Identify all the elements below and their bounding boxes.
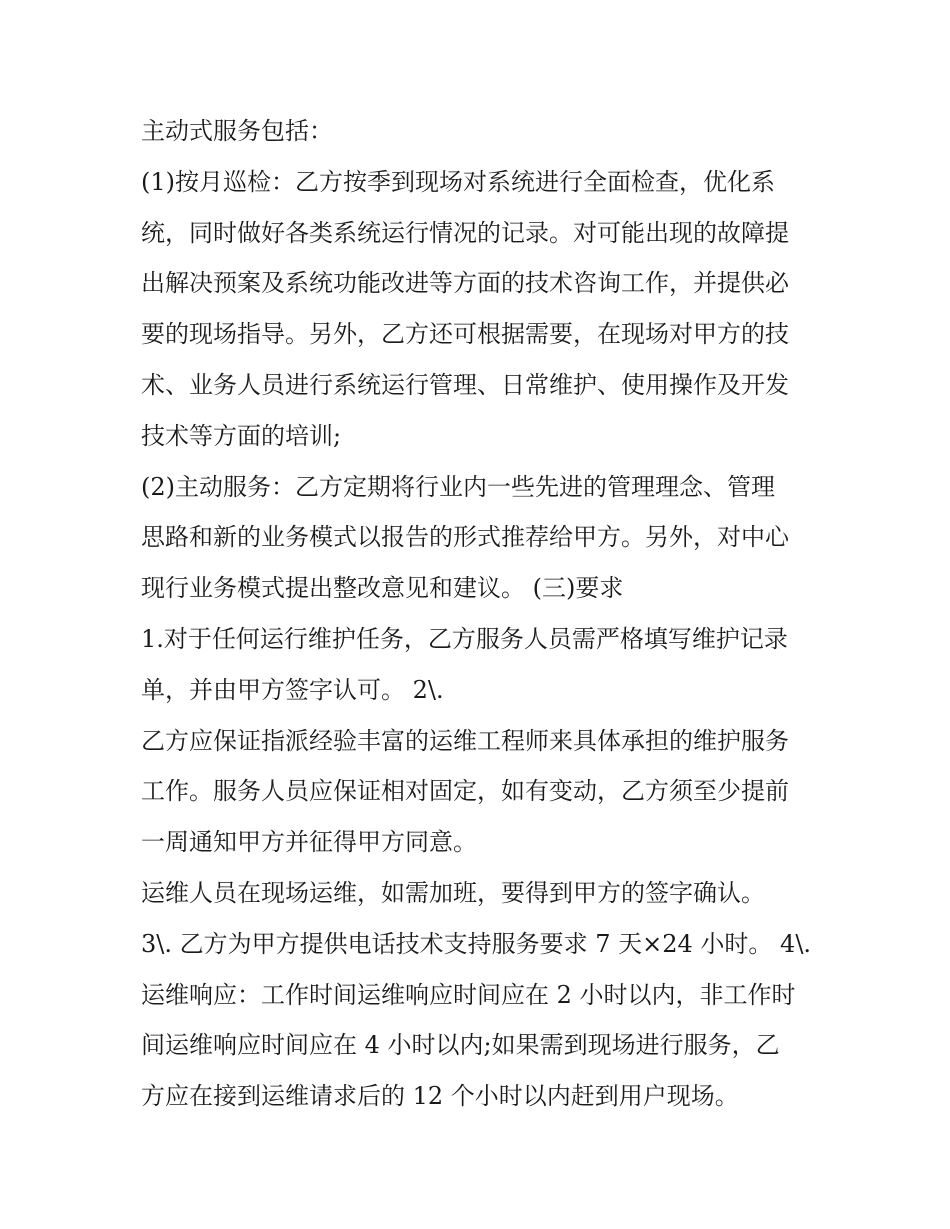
text-line-08: (2)主动服务：乙方定期将行业内一些先进的管理理念、管理 [141, 472, 775, 501]
document-body [141, 106, 821, 1122]
text-line-01: 主动式服务包括： [141, 117, 333, 145]
text-line-02: (1)按月巡检：乙方按季到现场对系统进行全面检查，优化系 [141, 167, 775, 196]
text-line-09: 思路和新的业务模式以报告的形式推荐给甲方。另外，对中心 [141, 523, 789, 552]
text-line-05: 要的现场指导。另外，乙方还可根据需要，在现场对甲方的技 [141, 320, 789, 349]
text-line-10: 现行业务模式提出整改意见和建议。 (三)要求 [141, 574, 624, 603]
text-line-12: 单，并由甲方签字认可。 2\. [141, 675, 444, 704]
text-line-19: 间运维响应时间应在 4 小时以内;如果需到现场进行服务，乙 [141, 1031, 780, 1060]
text-line-11: 1.对于任何运行维护任务，乙方服务人员需严格填写维护记录 [141, 624, 788, 653]
text-line-04: 出解决预案及系统功能改进等方面的技术咨询工作，并提供必 [141, 269, 789, 298]
text-line-17: 3\. 乙方为甲方提供电话技术支持服务要求 7 天×24 小时。 4\. [141, 929, 812, 958]
text-line-18: 运维响应：工作时间运维响应时间应在 2 小时以内，非工作时 [141, 980, 796, 1009]
text-line-07: 技术等方面的培训; [141, 421, 342, 450]
text-line-14: 工作。服务人员应保证相对固定，如有变动，乙方须至少提前 [141, 777, 789, 806]
text-line-15: 一周通知甲方并征得甲方同意。 [141, 828, 477, 857]
text-line-06: 术、业务人员进行系统运行管理、日常维护、使用操作及开发 [141, 370, 789, 399]
text-line-03: 统，同时做好各类系统运行情况的记录。对可能出现的故障提 [141, 218, 789, 247]
text-line-20: 方应在接到运维请求后的 12 个小时以内赶到用户现场。 [141, 1082, 739, 1111]
text-line-13: 乙方应保证指派经验丰富的运维工程师来具体承担的维护服务 [141, 726, 789, 755]
text-line-16: 运维人员在现场运维，如需加班，要得到甲方的签字确认。 [141, 878, 765, 907]
